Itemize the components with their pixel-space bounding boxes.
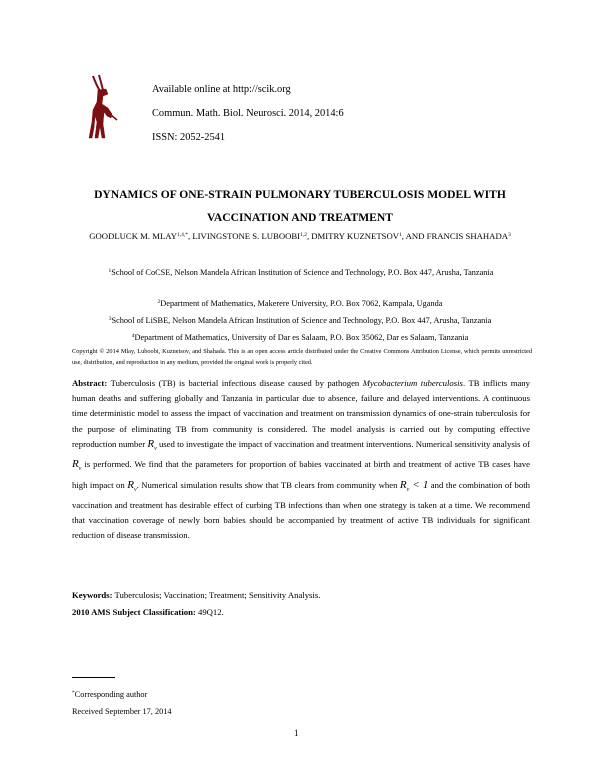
keywords: Keywords: Tuberculosis; Vaccination; Treatment; Sensitivity Analysis. bbox=[72, 590, 321, 600]
title-line-2: VACCINATION AND TREATMENT bbox=[207, 211, 393, 224]
rv-symbol: $R_v$ bbox=[72, 458, 82, 473]
author-name: , DMITRY KUZNETSOV bbox=[306, 231, 400, 241]
affiliation-2: $^2$Department of Mathematics, Makerere University, P.O. Box 7062, Kampala, Uganda bbox=[157, 299, 443, 308]
rv-symbol: $R_v < 1$ bbox=[399, 478, 429, 493]
author-list bbox=[76, 226, 524, 245]
gazelle-logo bbox=[84, 74, 120, 140]
available-online: Available online at http://scik.org bbox=[152, 84, 291, 95]
affiliation-1: $^1$School of CoCSE, Nelson Mandela African Institution of Science and Technology, P.O. Box 447, Arusha, Tanzania bbox=[108, 268, 494, 277]
footnote-rule bbox=[72, 677, 115, 678]
author-name: , AND FRANCIS SHAHADA bbox=[401, 231, 508, 241]
issn: ISSN: 2052-2541 bbox=[152, 132, 226, 143]
affiliation-4: $^4$Department of Mathematics, University of Dar es Salaam, P.O. Box 35062, Dar es Salaam, Tanzania bbox=[131, 333, 469, 342]
copyright-notice: Copyright © 2014 Mlay, Luboobi, Kuznetsov, and Shahada. This is an open access article distributed under the Creative Commons Attribution License, which permits unrestricted use, distribution, and reproduction in any medium, provided the original work is properly cited. bbox=[72, 348, 532, 366]
page-number: 1 bbox=[294, 728, 299, 738]
abstract: Abstract: Tuberculosis (TB) is bacterial infectious disease caused by pathogen Mycobacterium tuberculosis. TB inflicts many human deaths and suffering globally and Tanzania in particular due to absence, failure and delayed interventions. A continuous time deterministic model to assess the impact of vaccination and treatment on transmission dynamics of one-strain tuberculosis for the purpose of eliminating TB from community is considered. The model analysis is carried out by computing effective reproduction number $R_v$ used to investigate the impact of vaccination and treatment interventions. Numerical sensitivity analysis of $R_v$ is performed. We find that the parameters for proportion of babies vaccinated at birth and treatment of active TB cases have high impact on $R_v$. Numerical simulation results show that TB clears from community when $R_v < 1$ and the combination of both vaccination and treatment has desirable effect of curbing TB infections than when one strategy is taken at a time. We recommend that vaccination coverage of newly born babies should be accompanied by treatment of active TB individuals for significant reduction of disease transmission. bbox=[72, 378, 530, 541]
author-name: , LIVINGSTONE S. LUBOOBI bbox=[188, 231, 301, 241]
paper-title bbox=[60, 183, 540, 229]
received-date: Received September 17, 2014 bbox=[72, 707, 172, 716]
author-affil-mark: 1,4,* bbox=[177, 232, 188, 238]
rv-symbol: $R_v$ bbox=[147, 437, 157, 452]
ams-classification: 2010 AMS Subject Classification: 49Q12. bbox=[72, 607, 224, 617]
rv-symbol: $R_v$ bbox=[127, 478, 137, 493]
author-affil-mark: 3 bbox=[508, 232, 511, 238]
author-name: GOODLUCK M. MLAY bbox=[89, 231, 177, 241]
ams-label: 2010 AMS Subject Classification: bbox=[72, 607, 196, 617]
corresponding-author-note: *Corresponding author bbox=[72, 690, 148, 699]
author-affil-mark: 1 bbox=[399, 232, 402, 238]
abstract-label: Abstract: bbox=[72, 378, 108, 388]
journal-citation: Commun. Math. Biol. Neurosci. 2014, 2014:6 bbox=[152, 108, 344, 119]
keywords-label: Keywords: bbox=[72, 590, 113, 600]
author-affil-mark: 1,2 bbox=[300, 232, 307, 238]
pathogen-name: Mycobacterium tuberculosis bbox=[362, 378, 463, 388]
affiliation-3: $^3$School of LiSBE, Nelson Mandela African Institution of Science and Technology, P.O. Box 447, Arusha, Tanzania bbox=[108, 316, 492, 325]
title-line-1: DYNAMICS OF ONE-STRAIN PULMONARY TUBERCULOSIS MODEL WITH bbox=[94, 188, 506, 201]
